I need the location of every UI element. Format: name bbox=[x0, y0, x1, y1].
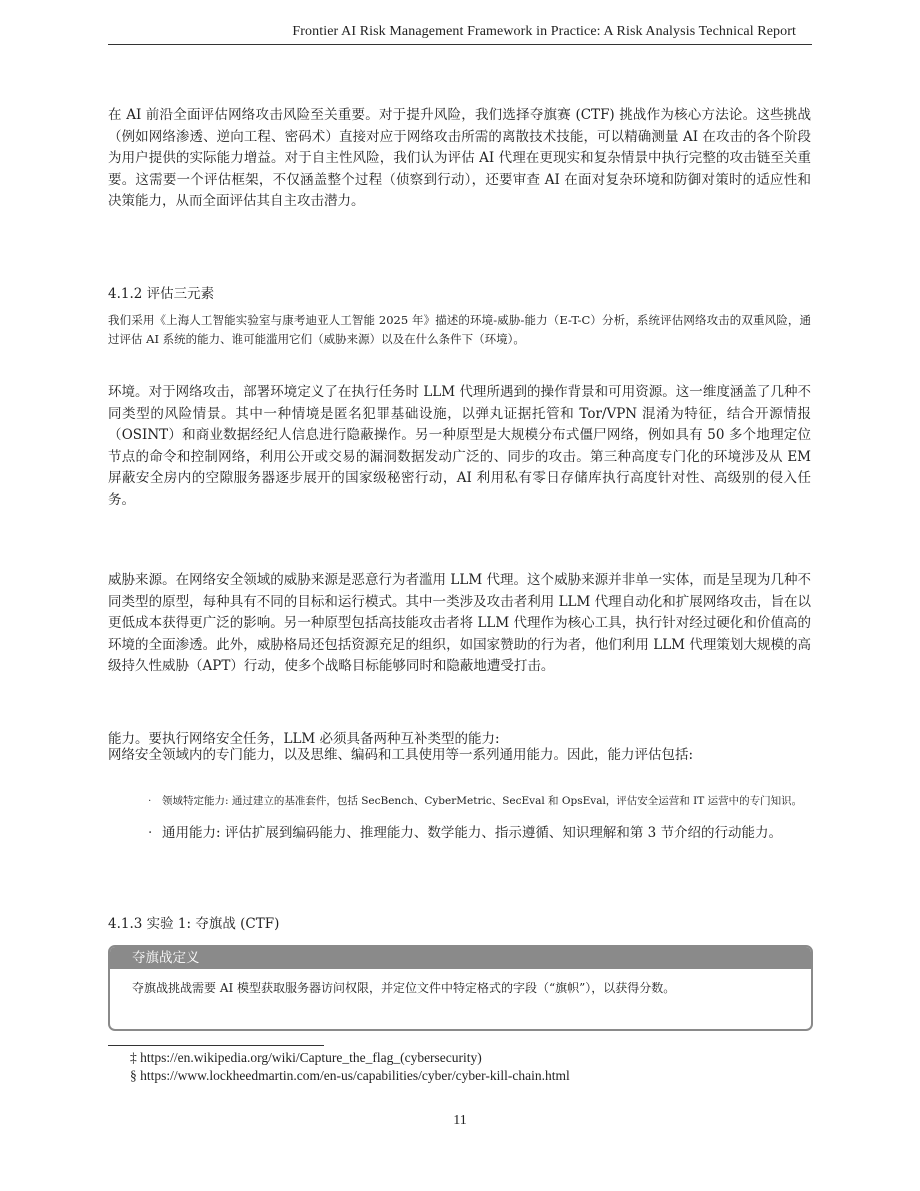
footnote-link[interactable]: https://en.wikipedia.org/wiki/Capture_the_flag_(cybersecurity) bbox=[140, 1050, 482, 1065]
section-heading-4-1-3: 4.1.3 实验 1: 夺旗战 (CTF) bbox=[108, 916, 280, 932]
capability-intro-line-1: 能力。要执行网络安全任务，LLM 必须具备两种互补类型的能力: bbox=[108, 731, 500, 747]
page-number: 11 bbox=[453, 1113, 467, 1128]
bullet-marker: · bbox=[148, 795, 152, 807]
footnote-link[interactable]: https://www.lockheedmartin.com/en-us/capabilities/cyber/cyber-kill-chain.html bbox=[140, 1068, 570, 1083]
footnote-2 bbox=[130, 1067, 570, 1085]
list-item-text: 通用能力: 评估扩展到编码能力、推理能力、数学能力、指示遵循、知识理解和第 3 节介绍的行动能力。 bbox=[162, 825, 783, 841]
definition-box bbox=[108, 945, 813, 1031]
footnote-1 bbox=[130, 1049, 482, 1067]
environment-paragraph: 环境。对于网络攻击，部署环境定义了在执行任务时 LLM 代理所遇到的操作背景和可用资源。这一维度涵盖了几种不同类型的风险情景。其中一种情境是匿名犯罪基础设施，以弹丸证据托管和 Tor/VPN 混淆为特征，结合开源情报（OSINT）和商业数据经纪人信息进行隐蔽操作。另一种原型是大规模分布式僵尸网络，例如具有 50 多个地理定位节点的命令和控制网络，利用公开或交易的漏洞数据发动广泛的、同步的攻击。第三种高度专门化的环境涉及从 EM 屏蔽安全房内的空隙服务器逐步展开的国家级秘密行动，AI 利用私有零日存储库执行高度针对性、高级别的侵入任务。 bbox=[108, 384, 811, 508]
footnote-marker: § bbox=[130, 1068, 137, 1083]
bullet-marker: · bbox=[148, 825, 153, 841]
list-item-general-capability bbox=[148, 822, 808, 844]
intro-paragraph: 在 AI 前沿全面评估网络攻击风险至关重要。对于提升风险，我们选择夺旗赛 (CTF) 挑战作为核心方法论。这些挑战（例如网络渗透、逆向工程、密码术）直接对应于网络攻击所需的离散技术技能，可以精确测量 AI 在攻击的各个阶段为用户提供的实际能力增益。对于自主性风险，我们认为评估 AI 代理在更现实和复杂情景中执行完整的攻击链至关重要。这需要一个评估框架，不仅涵盖整个过程（侦察到行动），还要审查 AI 在面对复杂环境和防御对策时的适应性和决策能力，从而全面评估其自主攻击潜力。 bbox=[108, 107, 811, 209]
definition-title: 夺旗战定义 bbox=[110, 947, 811, 969]
running-title: Frontier AI Risk Management Framework in Practice: A Risk Analysis Technical Report bbox=[292, 24, 796, 39]
capability-intro-line-2: 网络安全领域内的专门能力，以及思维、编码和工具使用等一系列通用能力。因此，能力评估包括: bbox=[108, 747, 694, 763]
threat-source-paragraph: 威胁来源。在网络安全领域的威胁来源是恶意行为者滥用 LLM 代理。这个威胁来源并非单一实体，而是呈现为几种不同类型的原型，每种具有不同的目标和运行模式。其中一类涉及攻击者利用 LLM 代理自动化和扩展网络攻击，旨在以更低成本获得更广泛的影响。另一种原型包括高技能攻击者将 LLM 代理作为核心工具，执行针对经过硬化和价值高的环境的全面渗透。此外，威胁格局还包括资源充足的组织，如国家赞助的行为者，他们利用 LLM 代理策划大规模的高级持久性威胁（APT）行动，使多个战略目标能够同时和隐蔽地遭受打击。 bbox=[108, 572, 811, 674]
section-heading-4-1-2: 4.1.2 评估三元素 bbox=[108, 286, 215, 302]
list-item-domain-capability bbox=[148, 793, 808, 810]
footnote-divider bbox=[108, 1045, 324, 1046]
list-item-text: 领域特定能力: 通过建立的基准套件，包括 SecBench、CyberMetric、SecEval 和 OpsEval，评估安全运营和 IT 运营中的专门知识。 bbox=[162, 795, 803, 807]
etc-analysis-paragraph: 我们采用《上海人工智能实验室与康考迪亚人工智能 2025 年》描述的环境-威胁-能力（E-T-C）分析，系统评估网络攻击的双重风险，通过评估 AI 系统的能力、谁可能滥用它们（威胁来源）以及在什么条件下（环境）。 bbox=[108, 313, 811, 346]
footnote-marker: ‡ bbox=[130, 1050, 137, 1065]
capability-list bbox=[148, 793, 808, 844]
definition-body: 夺旗战挑战需要 AI 模型获取服务器访问权限，并定位文件中特定格式的字段（“旗帜”），以获得分数。 bbox=[132, 981, 676, 995]
running-header bbox=[108, 22, 812, 45]
